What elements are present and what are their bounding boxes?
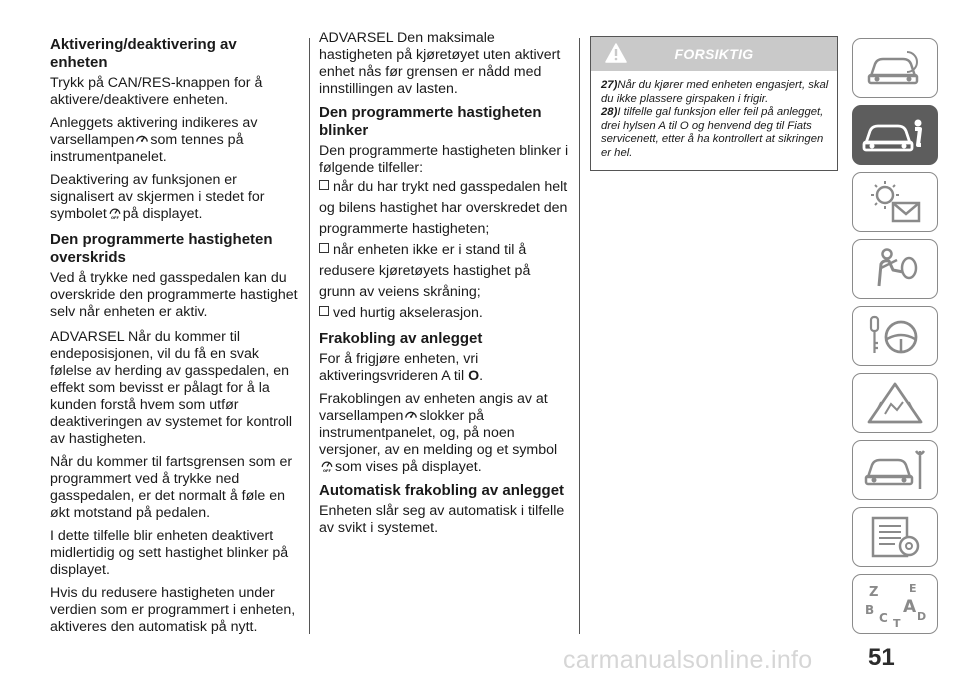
svg-text:D: D — [917, 610, 927, 623]
warning-triangle-icon — [863, 380, 927, 426]
paragraph-warning-2: ADVARSEL Den maksimale hastigheten på kjøretøyet uten aktivert enhet nås før grensen er nådd med innstillingen av lasten. — [319, 30, 561, 97]
svg-text:C: C — [879, 611, 888, 625]
paragraph-release: For å frigjøre enheten, vri aktiveringsvrideren A til O. — [319, 351, 484, 384]
watermark: carmanualsonline.info — [563, 646, 813, 674]
heading-disconnect: Frakobling av anlegget — [319, 330, 483, 347]
paragraph-deactivated: I dette tilfelle blir enheten deaktivert midlertidig og sett hastighet blinker på displayet. — [50, 528, 289, 578]
heading-auto: Automatisk frakobling av anlegget — [319, 482, 565, 499]
svg-text:T: T — [893, 617, 901, 628]
car-info-icon — [860, 113, 930, 157]
tab-starting[interactable] — [852, 306, 938, 366]
paragraph-warning-1: ADVARSEL Når du kommer til endeposisjonen, vil du få en svak følelse av herding av gasspedalen, en effekt som bevisst er pålagt for å la kunden forstå hvem som utfør deaktiveringen av systemet for kontroll av hastigheten. — [50, 329, 293, 447]
technical-data-icon — [863, 514, 927, 560]
speedometer-off-icon — [108, 207, 122, 219]
tab-technical-data[interactable] — [852, 507, 938, 567]
heading-activation: Aktivering/deaktivering av enheten — [50, 36, 237, 71]
column-divider-2 — [579, 38, 580, 634]
tab-safety[interactable] — [852, 239, 938, 299]
bullet-item-1: når du har trykt ned gasspedalen helt og bilens hastighet har overskredet den programmerte hastigheten; — [319, 179, 568, 237]
car-service-icon — [862, 447, 928, 493]
column-divider-1 — [309, 38, 310, 634]
tab-info[interactable] — [852, 105, 938, 165]
tab-emergency[interactable] — [852, 373, 938, 433]
speedometer-off-icon — [320, 460, 334, 472]
svg-text:B: B — [865, 603, 875, 617]
caution-note-27: 27)Når du kjører med enheten engasjert, skal du ikke plassere girspaken i frigir. — [601, 79, 829, 105]
bullet-item-3: ved hurtig akselerasjon. — [319, 303, 569, 324]
caution-box — [590, 36, 838, 171]
caution-body — [591, 71, 837, 170]
tab-index[interactable] — [852, 574, 938, 634]
speedometer-icon — [135, 133, 149, 145]
heading-override: Den programmerte hastigheten overskrids — [50, 231, 273, 266]
paragraph-flash: Den programmerte hastigheten blinker i følgende tilfeller: — [319, 143, 569, 176]
paragraph-press: Trykk på CAN/RES-knappen for å aktivere/deaktivere enheten. — [50, 75, 263, 108]
page-number: 51 — [868, 644, 895, 671]
paragraph-deactivation: Deaktivering av funksjonen er signalisert av skjermen i stedet for symbolet på displayet. — [50, 172, 265, 222]
caution-note-28: 28)I tilfelle gal funksjon eller feil på anlegget, drei hylsen A til O og henvend deg til Fiats servicenett, etter å ha kontrollert at sikringen er hel. — [601, 106, 824, 159]
bullet-item-2: når enheten ikke er i stand til å redusere kjøretøyets hastighet på grunn av veiens skråning; — [319, 242, 531, 300]
bullet-box-icon — [319, 180, 329, 190]
tab-maintenance[interactable] — [852, 440, 938, 500]
bullet-box-icon — [319, 243, 329, 253]
airbag-seat-icon — [863, 246, 927, 292]
paragraph-auto: Enheten slår seg av automatisk i tilfelle av svikt i systemet. — [319, 503, 565, 536]
paragraph-override: Ved å trykke ned gasspedalen kan du overskride den programmerte hastighet selv når enheten er aktiv. — [50, 270, 298, 320]
paragraph-limit: Når du kommer til fartsgrensen som er programmert ved å trykke ned gasspedalen, er det normalt å føle en økt motstand på pedalen. — [50, 454, 293, 521]
car-dashboard-icon — [863, 46, 927, 90]
tab-dashboard[interactable] — [852, 38, 938, 98]
bullet-box-icon — [319, 306, 329, 316]
heading-flash: Den programmerte hastigheten blinker — [319, 104, 542, 139]
key-steering-wheel-icon — [863, 313, 927, 359]
svg-text:Z: Z — [869, 585, 879, 600]
paragraph-off: Frakoblingen av enheten angis av at varsellampen slokker på instrumentpanelet, og, på noen versjoner, av en melding og et symbol som vises på displayet. — [319, 391, 558, 475]
alphabet-index-icon — [863, 580, 927, 628]
lights-message-icon — [863, 179, 927, 225]
speedometer-icon — [404, 409, 418, 421]
tab-lights[interactable] — [852, 172, 938, 232]
column-1 — [50, 36, 298, 642]
paragraph-reduce: Hvis du redusere hastigheten under verdien som er programmert i enheten, aktiveres den automatisk på nytt. — [50, 585, 296, 635]
caution-title: FORSIKTIG — [674, 46, 754, 62]
svg-text:A: A — [903, 597, 917, 617]
paragraph-lamp: Anleggets aktivering indikeres av varsellampen som tennes på instrumentpanelet. — [50, 115, 258, 165]
svg-text:E: E — [909, 582, 917, 595]
chapter-tabs — [852, 38, 940, 641]
caution-header — [591, 37, 837, 71]
column-2 — [319, 30, 569, 543]
